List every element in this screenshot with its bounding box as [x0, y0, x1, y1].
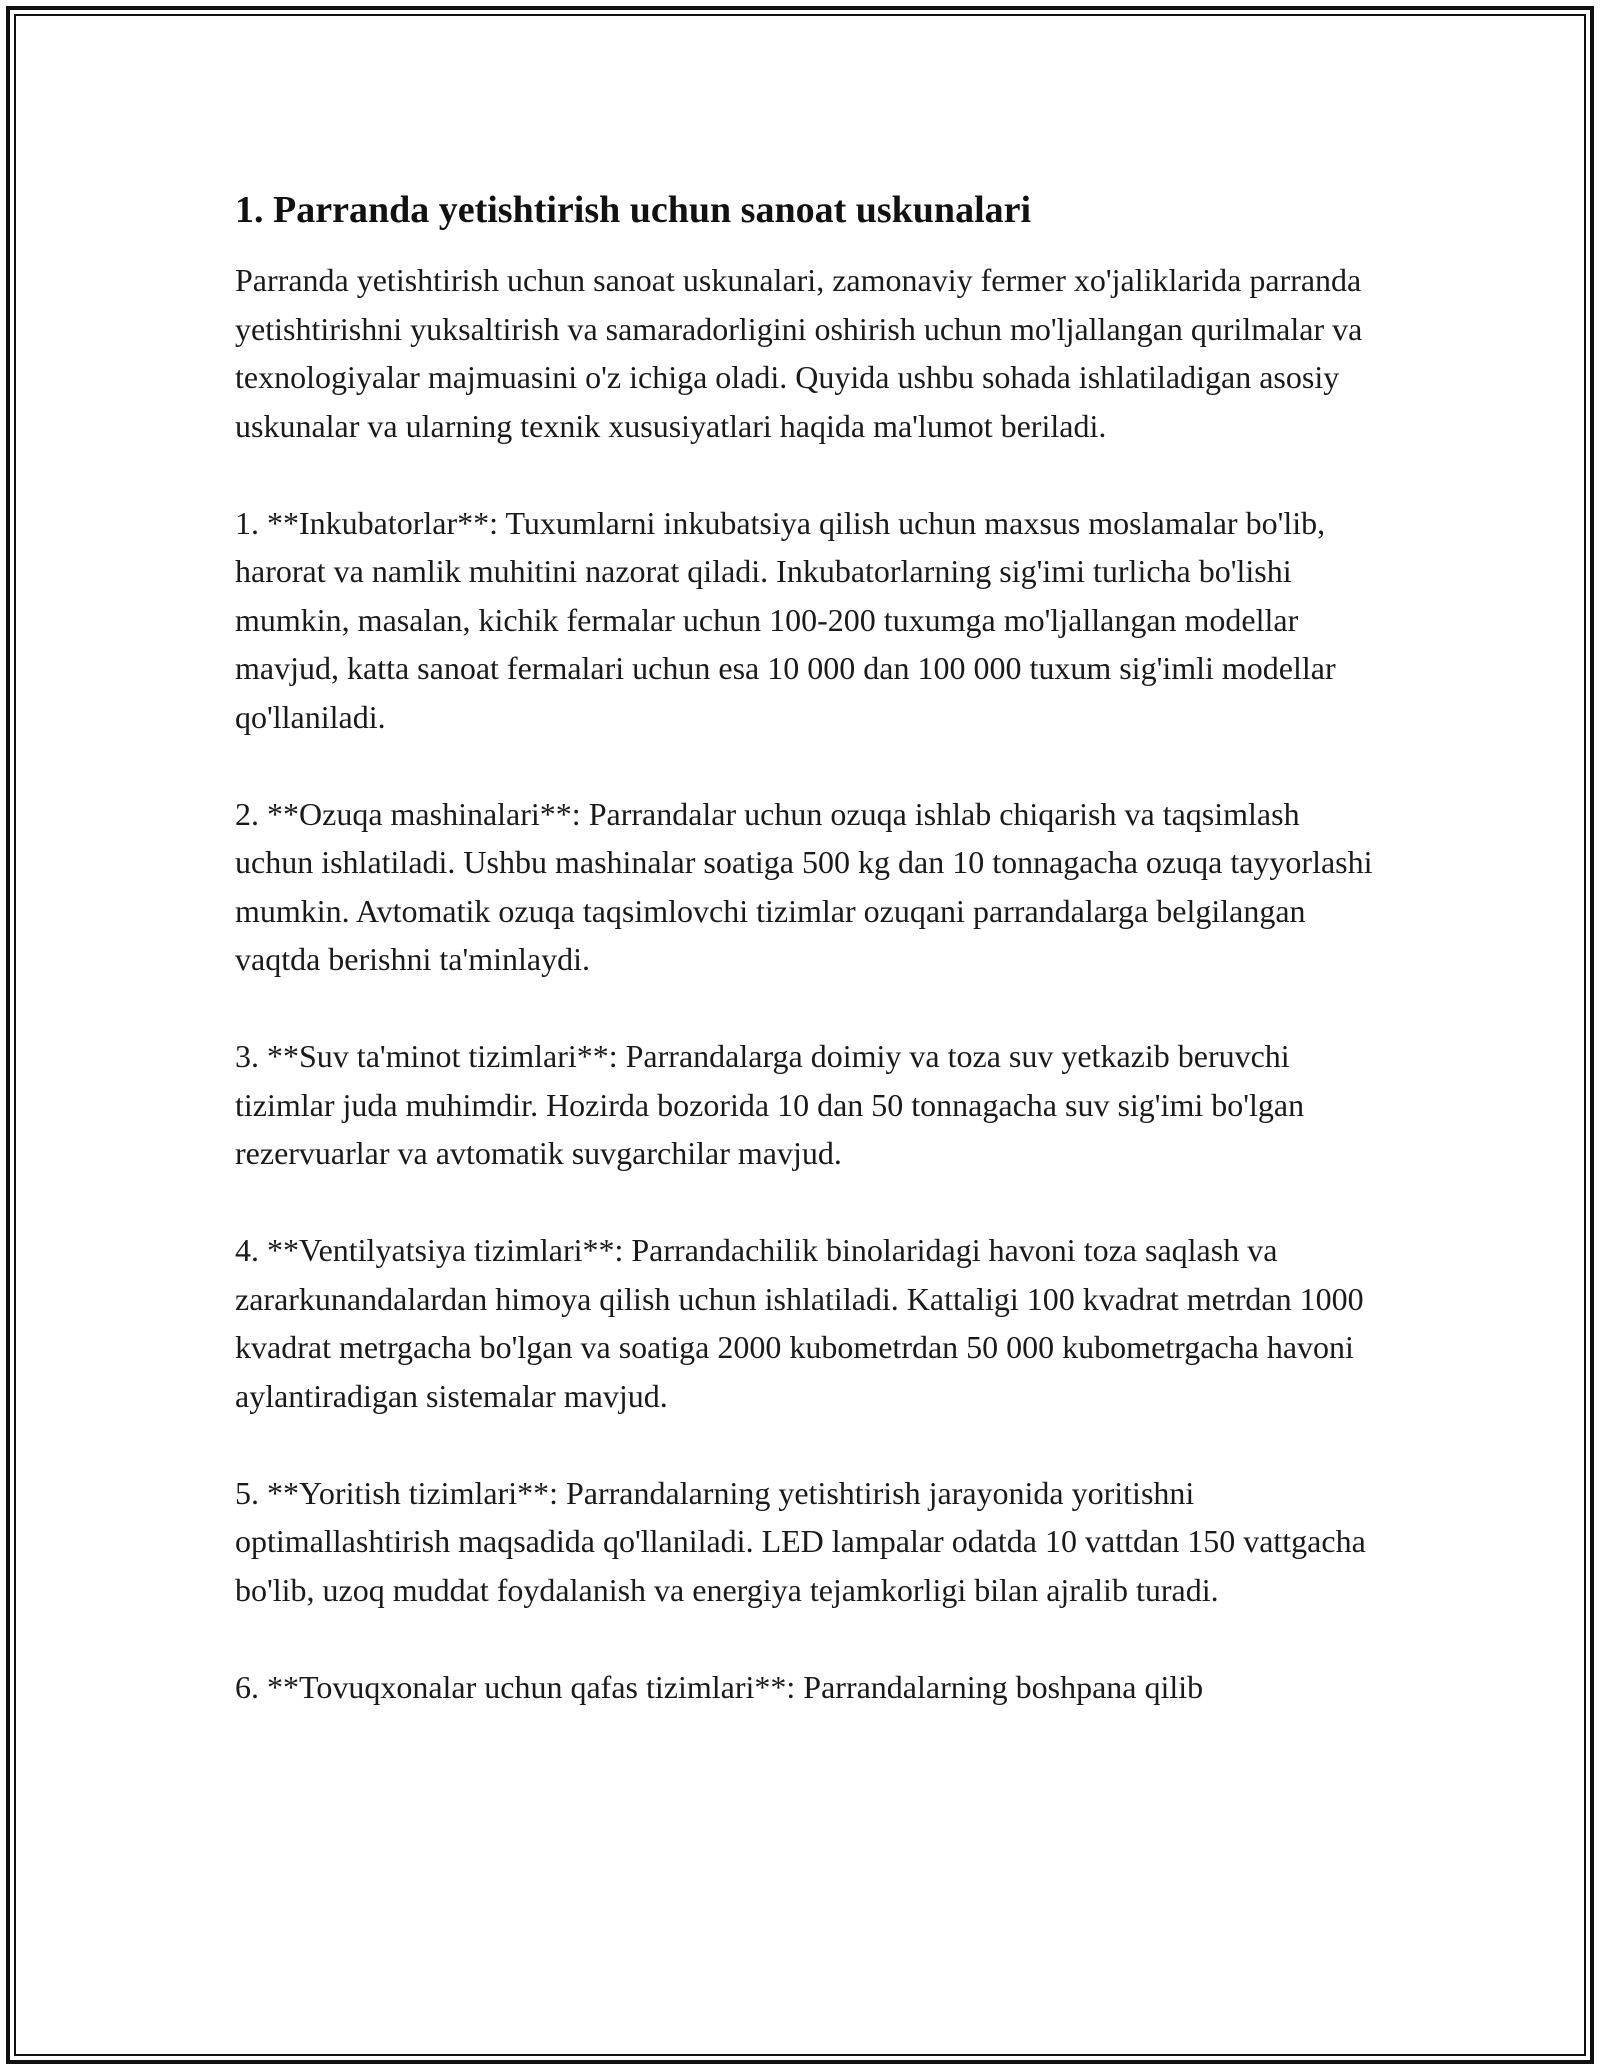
intro-paragraph: Parranda yetishtirish uchun sanoat uskunalari, zamonaviy fermer xo'jaliklarida parranda yetishtirishni yuksaltirish va samaradorligini oshirish uchun mo'ljallangan qurilmalar va texnologiyalar majmuasini o'z ichiga oladi. Quyida ushbu sohada ishlatiladigan asosiy uskunalar va ularning texnik xususiyatlari haqida ma'lumot beriladi.: [235, 262, 1363, 444]
paragraph-ventilation: 4. **Ventilyatsiya tizimlari**: Parrandachilik binolaridagi havoni toza saqlash va zararkunandalardan himoya qilish uchun ishlatiladi. Kattaligi 100 kvadrat metrdan 1000 kvadrat metrgacha bo'lgan va soatiga 2000 kubometrdan 50 000 kubometrgacha havoni aylantiradigan sistemalar mavjud.: [235, 1232, 1364, 1414]
document-title: 1. Parranda yetishtirish uchun sanoat uskunalari: [235, 189, 1032, 231]
paragraph-water-systems: 3. **Suv ta'minot tizimlari**: Parrandalarga doimiy va toza suv yetkazib beruvchi tizimlar juda muhimdir. Hozirda bozorida 10 dan 50 tonnagacha suv sig'imi bo'lgan rezervuarlar va avtomatik suvgarchilar mavjud.: [235, 1038, 1305, 1171]
paragraph-cage-systems: 6. **Tovuqxonalar uchun qafas tizimlari**: Parrandalarning boshpana qilib: [235, 1668, 1204, 1705]
paragraph-feed-machines: 2. **Ozuqa mashinalari**: Parrandalar uchun ozuqa ishlab chiqarish va taqsimlash uchun ishlatiladi. Ushbu mashinalar soatiga 500 kg dan 10 tonnagacha ozuqa tayyorlashi mumkin. Avtomatik ozuqa taqsimlovchi tizimlar ozuqani parrandalarga belgilangan vaqtda berishni ta'minlaydi.: [235, 795, 1373, 977]
document-body: [235, 186, 1385, 1711]
paragraph-lighting: 5. **Yoritish tizimlari**: Parrandalarning yetishtirish jarayonida yoritishni optimallashtirish maqsadida qo'llaniladi. LED lampalar odatda 10 vattdan 150 vattgacha bo'lib, uzoq muddat foydalanish va energiya tejamkorligi bilan ajralib turadi.: [235, 1474, 1366, 1608]
paragraph-incubators: 1. **Inkubatorlar**: Tuxumlarni inkubatsiya qilish uchun maxsus moslamalar bo'lib, harorat va namlik muhitini nazorat qiladi. Inkubatorlarning sig'imi turlicha bo'lishi mumkin, masalan, kichik fermalar uchun 100-200 tuxumga mo'ljallangan modellar mavjud, katta sanoat fermalari uchun esa 10 000 dan 100 000 tuxum sig'imli modellar qo'llaniladi.: [235, 504, 1336, 735]
